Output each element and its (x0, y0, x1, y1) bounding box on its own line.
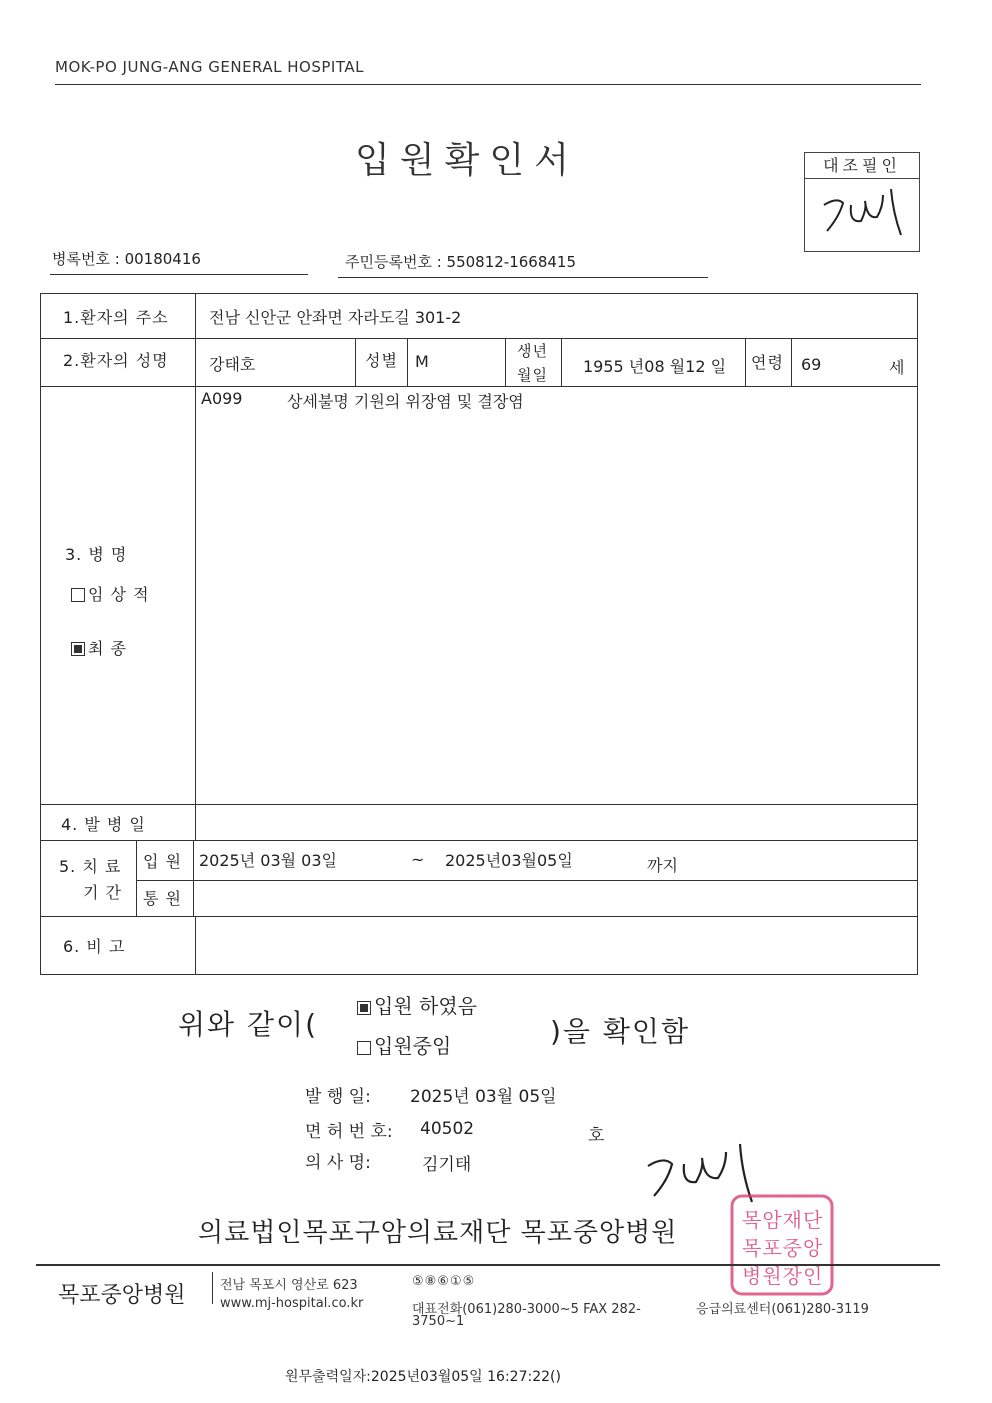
address-label: 1.환자의 주소 (63, 308, 169, 327)
final-diagnosis-option[interactable] (71, 636, 127, 659)
hospital-english-name: MOK-PO JUNG-ANG GENERAL HOSPITAL (55, 58, 364, 76)
period-until: 까지 (647, 856, 678, 875)
inpatient-to: 2025년03월05일 (445, 851, 573, 870)
resident-registration-label: 주민등록번호 : (345, 253, 447, 271)
footer-website[interactable]: www.mj-hospital.co.kr (220, 1296, 364, 1311)
final-checkbox[interactable] (71, 642, 85, 656)
address-value: 전남 신안군 안좌면 자라도길 301-2 (209, 308, 462, 327)
age-label: 연령 (751, 353, 784, 372)
footer-postal-code: ⑤⑧⑥①⑤ (412, 1274, 476, 1289)
footer-emergency: 응급의료센터(061)280-3119 (696, 1302, 869, 1317)
resident-registration-value: 550812-1668415 (446, 253, 577, 271)
column-divider (561, 338, 562, 386)
footer-separator (212, 1272, 213, 1304)
admitted-option[interactable] (357, 990, 477, 1019)
row-divider (41, 804, 917, 805)
hospital-seal (722, 1190, 842, 1300)
stamp-box-label: 대조필인 (805, 153, 919, 179)
footer-phone-line-1: 대표전화(061)280-3000~5 FAX 282- (412, 1302, 641, 1317)
inpatient-option[interactable] (357, 1030, 451, 1059)
name-value: 강태호 (209, 355, 256, 374)
license-number: 40502 (420, 1119, 475, 1139)
treatment-period-label-1: 5. 치 료 (59, 857, 122, 876)
issuing-institution: 의료법인목포구암의료재단 목포중앙병원 (198, 1218, 678, 1248)
license-label: 면 허 번 호: (305, 1122, 393, 1142)
birth-label-line-1: 생년 (517, 342, 548, 360)
seal-line-1: 목암재단 (742, 1208, 824, 1232)
license-unit: 호 (588, 1126, 605, 1146)
verification-stamp-box (804, 152, 920, 252)
column-divider (355, 338, 356, 386)
document-title: 입원확인서 (355, 140, 579, 181)
footer-phone-line-2: 3750~1 (412, 1314, 465, 1329)
footer-hospital-name: 목포중앙병원 (58, 1283, 186, 1308)
seal-line-3: 병원장인 (742, 1264, 824, 1288)
row-divider (136, 880, 917, 881)
outpatient-label: 통 원 (143, 889, 182, 908)
confirmation-prefix: 위와 같이( (178, 1008, 319, 1041)
birth-label-line-2: 월일 (517, 366, 548, 384)
column-divider (505, 338, 506, 386)
doctor-name: 김기태 (422, 1155, 472, 1175)
treatment-period-label-2: 기 간 (83, 883, 122, 902)
record-underline (50, 274, 308, 275)
clinical-diagnosis-option[interactable] (71, 582, 150, 605)
row-divider (41, 840, 917, 841)
print-label: 원무출력일자: (285, 1369, 371, 1385)
clinical-label: 임 상 적 (88, 585, 150, 604)
footer-address: 전남 목포시 영산로 623 (220, 1278, 358, 1293)
seal-line-2: 목포중앙 (742, 1236, 824, 1260)
print-timestamp (285, 1366, 561, 1386)
inpatient-from: 2025년 03월 03일 (199, 851, 337, 870)
inpatient-label: 입 원 (143, 852, 182, 871)
name-label: 2.환자의 성명 (63, 351, 169, 370)
record-number-label: 병록번호 : (52, 250, 125, 268)
column-divider (195, 804, 196, 840)
column-divider (407, 338, 408, 386)
age-value: 69 (801, 355, 822, 374)
verification-signature (819, 183, 909, 245)
admitted-label: 입원 하였음 (374, 994, 477, 1018)
confirmation-suffix: )을 확인함 (550, 1015, 691, 1048)
column-divider (791, 338, 792, 386)
diagnosis-code: A099 (201, 389, 243, 408)
remarks-label: 6. 비 고 (63, 937, 126, 956)
row-divider (41, 916, 917, 917)
clinical-checkbox[interactable] (71, 588, 85, 602)
sex-value: M (415, 352, 429, 371)
birth-value: 1955 년08 월12 일 (583, 357, 727, 376)
record-number-value: 00180416 (124, 250, 201, 268)
column-divider (136, 840, 137, 916)
record-number (52, 248, 201, 269)
row-divider (41, 338, 917, 339)
final-label: 최 종 (88, 639, 127, 658)
row-divider (41, 386, 917, 387)
issue-date-value: 2025년 03월 05일 (410, 1087, 557, 1107)
issue-date-label: 발 행 일: (305, 1087, 371, 1107)
column-divider (195, 294, 196, 804)
doctor-label: 의 사 명: (305, 1153, 371, 1173)
footer-divider (36, 1264, 940, 1266)
inpatient-checkbox[interactable] (357, 1041, 371, 1055)
admitted-checkbox[interactable] (357, 1001, 371, 1015)
registration-underline (338, 277, 708, 278)
onset-label: 4. 발 병 일 (61, 815, 146, 834)
diagnosis-label: 3. 병 명 (65, 545, 128, 564)
period-tilde: ~ (411, 850, 425, 869)
column-divider (193, 840, 194, 916)
diagnosis-text: 상세불명 기원의 위장염 및 결장염 (287, 392, 524, 411)
age-unit: 세 (889, 358, 905, 377)
inpatient-option-label: 입원중임 (374, 1034, 452, 1058)
resident-registration-number (345, 251, 576, 272)
sex-label: 성별 (365, 351, 398, 370)
print-datetime: 2025년03월05일 16:27:22() (370, 1369, 561, 1385)
column-divider (745, 338, 746, 386)
column-divider (195, 916, 196, 974)
header-divider (55, 84, 921, 85)
admission-info-table (40, 293, 918, 975)
